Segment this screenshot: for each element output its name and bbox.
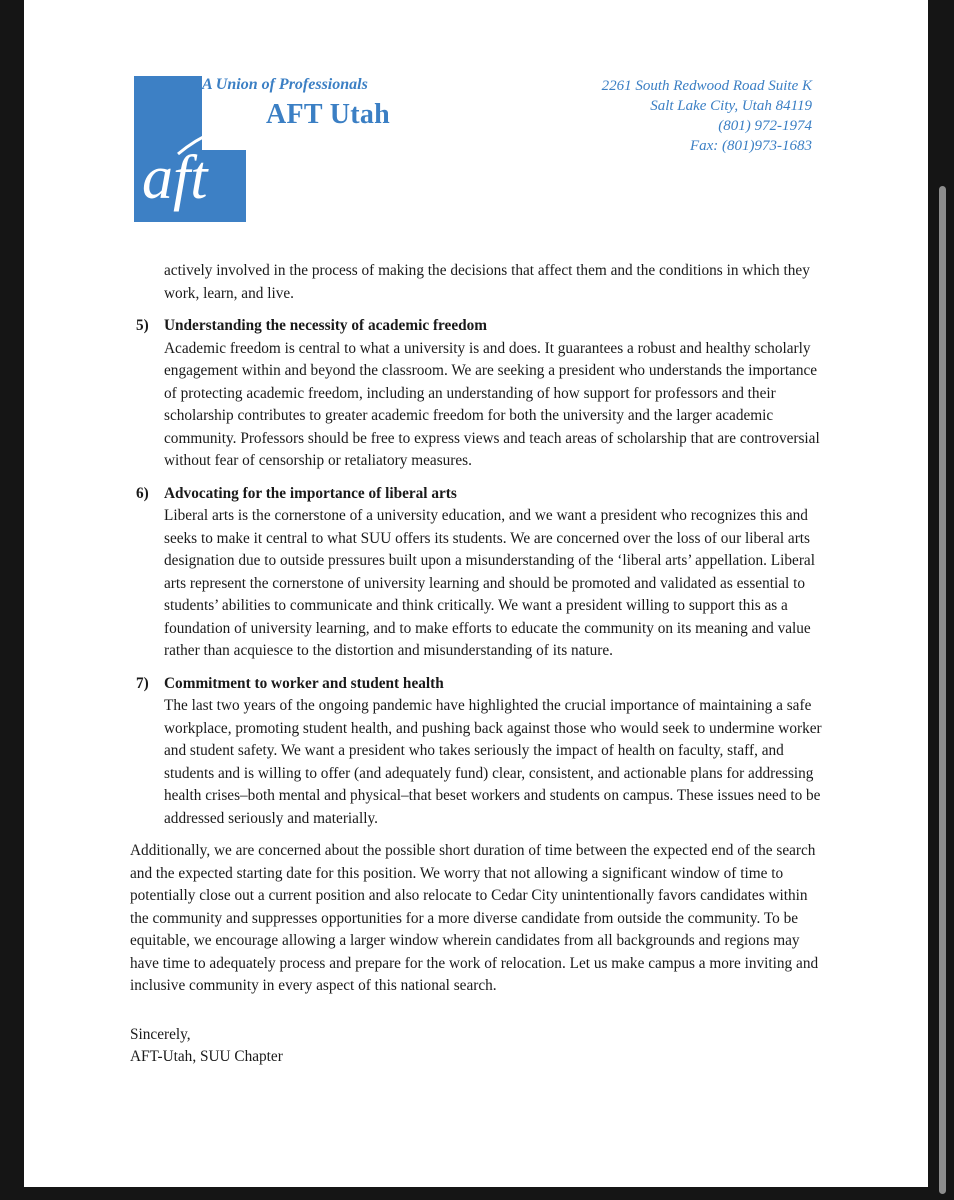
list-item [130,483,830,663]
address-phone: (801) 972-1974 [718,118,812,134]
salutation: Sincerely, [130,1025,191,1043]
letterhead-org-name: AFT Utah [266,99,391,130]
letterhead-tagline: A Union of Professionals [202,76,368,93]
list-item-number: 6) [136,484,149,502]
address-street: 2261 South Redwood Road Suite K [601,78,812,94]
letter-body [130,260,830,1069]
document-page [24,0,928,1187]
list-item [130,673,830,831]
logo-lettering: aft [142,144,208,212]
closing-paragraph: Additionally, we are concerned about the possible short duration of time between the expected end of the search and the expected starting date for this position. We worry that not allowing a significant window of time to potentially close out a current position and also relocate to Cedar City unintentionally favors candidates within the community and suppresses opportunities for a more diverse candidate from outside the community. To be equitable, we encourage allowing a larger window wherein candidates from all backgrounds and regions may have time to adequately process and prepare for the work of relocation. Let us make campus a more inviting and inclusive community in every aspect of this national search. [130,842,819,994]
aft-logo [134,76,246,222]
list-item-text: The last two years of the ongoing pandemic have highlighted the crucial importance of maintaining a safe workplace, promoting student health, and pushing back against those who would seek to undermine worker and student safety. We want a president who takes seriously the impact of health on faculty, staff, and students and is willing to offer (and adequately fund) clear, consistent, and actionable plans for addressing health crises–both mental and physical–that beset workers and students on campus. These issues need to be addressed seriously and materially. [164,697,822,827]
signoff [130,1024,830,1069]
list-item-text: Academic freedom is central to what a university is and does. It guarantees a robust and healthy scholarly engagement within and beyond the classroom. We are seeking a president who understands the importance of protecting academic freedom, including an understanding of how support for professors and their scholarship contributes to greater academic freedom for both the university and the larger academic community. Professors should be free to express views and teach areas of scholarship that are controversial without fear of censorship or retaliatory measures. [164,339,820,469]
address-city: Salt Lake City, Utah 84119 [650,98,812,114]
address-fax: Fax: (801)973-1683 [689,138,812,154]
letterhead-address [602,76,812,156]
list-item-title: Commitment to worker and student health [164,674,444,692]
scrollbar-thumb[interactable] [939,186,946,1194]
continued-paragraph: actively involved in the process of making the decisions that affect them and the conditions in which they work, learn, and live. [164,262,810,302]
list-item-number: 7) [136,674,149,692]
list-item-title: Advocating for the importance of liberal arts [164,484,457,502]
list-item-number: 5) [136,317,149,334]
list-item [130,315,830,473]
list-item-text: Liberal arts is the cornerstone of a university education, and we want a president who recognizes this and seeks to make it central to what SUU offers its students. We are concerned over the loss of our liberal arts designation due to outside pressures built upon a misunderstanding of the ‘liberal arts’ appellation. Liberal arts represent the cornerstone of university learning and should be promoted and validated as essential to students’ abilities to communicate and think critically. We want a president willing to support this as a foundation of university learning, and to make efforts to educate the community on its meaning and value rather than acquiesce to the distortion and misunderstanding of its nature. [164,507,815,659]
signature: AFT-Utah, SUU Chapter [130,1048,283,1065]
list-item-title: Understanding the necessity of academic freedom [164,317,488,334]
